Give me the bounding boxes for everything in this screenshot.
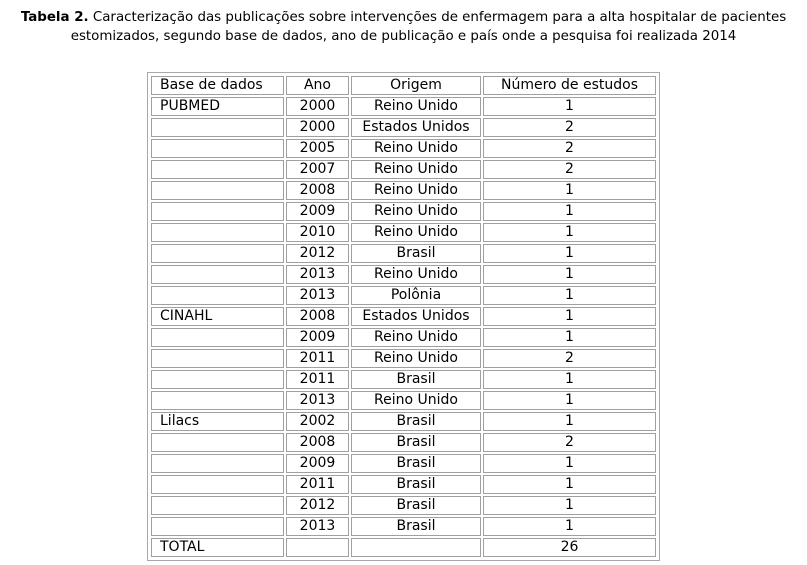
- cell-base-de-dados: [151, 160, 284, 179]
- cell-origem: Brasil: [351, 412, 481, 431]
- cell-ano: 2009: [286, 454, 349, 473]
- cell-ano: 2008: [286, 181, 349, 200]
- table-row: [151, 454, 656, 473]
- cell-ano: 2012: [286, 496, 349, 515]
- cell-numero-de-estudos: 1: [483, 202, 656, 221]
- cell-origem: Brasil: [351, 475, 481, 494]
- cell-numero-de-estudos: 1: [483, 265, 656, 284]
- cell-numero-de-estudos: 2: [483, 139, 656, 158]
- cell-base-de-dados: Lilacs: [151, 412, 284, 431]
- cell-ano: 2005: [286, 139, 349, 158]
- table-row: [151, 181, 656, 200]
- table-row: [151, 286, 656, 305]
- cell-origem: [351, 538, 481, 557]
- cell-origem: Brasil: [351, 517, 481, 536]
- cell-origem: Brasil: [351, 433, 481, 452]
- cell-ano: 2013: [286, 517, 349, 536]
- cell-origem: Reino Unido: [351, 97, 481, 116]
- table-row: [151, 139, 656, 158]
- cell-origem: Estados Unidos: [351, 118, 481, 137]
- cell-base-de-dados: [151, 391, 284, 410]
- cell-base-de-dados: PUBMED: [151, 97, 284, 116]
- cell-origem: Estados Unidos: [351, 307, 481, 326]
- cell-ano: 2013: [286, 391, 349, 410]
- cell-origem: Reino Unido: [351, 160, 481, 179]
- table-row: [151, 118, 656, 137]
- cell-ano: 2008: [286, 307, 349, 326]
- cell-numero-de-estudos: 2: [483, 433, 656, 452]
- cell-numero-de-estudos: 1: [483, 286, 656, 305]
- cell-base-de-dados: [151, 223, 284, 242]
- cell-numero-de-estudos: 1: [483, 391, 656, 410]
- cell-ano: 2011: [286, 370, 349, 389]
- table-container: [147, 72, 660, 561]
- cell-base-de-dados: [151, 118, 284, 137]
- cell-ano: 2012: [286, 244, 349, 263]
- cell-ano: 2000: [286, 118, 349, 137]
- cell-base-de-dados: [151, 244, 284, 263]
- cell-origem: Reino Unido: [351, 223, 481, 242]
- table-body: [151, 97, 656, 557]
- table-row: [151, 244, 656, 263]
- cell-numero-de-estudos: 1: [483, 454, 656, 473]
- cell-ano: 2010: [286, 223, 349, 242]
- caption-label: Tabela 2.: [20, 10, 89, 25]
- cell-base-de-dados: [151, 433, 284, 452]
- cell-origem: Reino Unido: [351, 181, 481, 200]
- table-row: [151, 97, 656, 116]
- cell-base-de-dados: [151, 181, 284, 200]
- cell-origem: Brasil: [351, 496, 481, 515]
- table-row: [151, 391, 656, 410]
- cell-base-de-dados: [151, 496, 284, 515]
- cell-origem: Reino Unido: [351, 391, 481, 410]
- table-row: [151, 433, 656, 452]
- cell-ano: 2011: [286, 475, 349, 494]
- table-row: [151, 475, 656, 494]
- cell-numero-de-estudos: 1: [483, 412, 656, 431]
- header-base-de-dados: Base de dados: [151, 76, 284, 95]
- table-row: [151, 538, 656, 557]
- cell-origem: Brasil: [351, 454, 481, 473]
- cell-base-de-dados: [151, 202, 284, 221]
- cell-numero-de-estudos: 2: [483, 118, 656, 137]
- cell-ano: 2002: [286, 412, 349, 431]
- cell-base-de-dados: [151, 328, 284, 347]
- cell-ano: 2013: [286, 286, 349, 305]
- cell-ano: [286, 538, 349, 557]
- cell-base-de-dados: TOTAL: [151, 538, 284, 557]
- cell-base-de-dados: [151, 349, 284, 368]
- cell-origem: Reino Unido: [351, 349, 481, 368]
- table-row: [151, 223, 656, 242]
- cell-numero-de-estudos: 1: [483, 328, 656, 347]
- table-row: [151, 202, 656, 221]
- studies-table: [149, 74, 658, 559]
- cell-origem: Brasil: [351, 244, 481, 263]
- cell-numero-de-estudos: 1: [483, 181, 656, 200]
- caption-text-line1: Caracterização das publicações sobre intervenções de enfermagem para a alta hospitalar de pacientes: [88, 10, 787, 25]
- table-caption: [0, 8, 807, 46]
- cell-ano: 2009: [286, 202, 349, 221]
- cell-origem: Reino Unido: [351, 328, 481, 347]
- cell-ano: 2007: [286, 160, 349, 179]
- header-ano: Ano: [286, 76, 349, 95]
- cell-numero-de-estudos: 1: [483, 496, 656, 515]
- cell-numero-de-estudos: 1: [483, 307, 656, 326]
- cell-numero-de-estudos: 1: [483, 475, 656, 494]
- cell-ano: 2000: [286, 97, 349, 116]
- cell-origem: Reino Unido: [351, 202, 481, 221]
- cell-numero-de-estudos: 1: [483, 244, 656, 263]
- cell-numero-de-estudos: 26: [483, 538, 656, 557]
- table-row: [151, 349, 656, 368]
- table-row: [151, 412, 656, 431]
- caption-text-line2: estomizados, segundo base de dados, ano de publicação e país onde a pesquisa foi realizada 2014: [70, 29, 737, 44]
- header-origem: Origem: [351, 76, 481, 95]
- cell-numero-de-estudos: 1: [483, 370, 656, 389]
- cell-base-de-dados: [151, 475, 284, 494]
- table-row: [151, 265, 656, 284]
- cell-origem: Reino Unido: [351, 265, 481, 284]
- cell-ano: 2008: [286, 433, 349, 452]
- cell-numero-de-estudos: 1: [483, 97, 656, 116]
- table-row: [151, 496, 656, 515]
- cell-origem: Reino Unido: [351, 139, 481, 158]
- table-row: [151, 307, 656, 326]
- cell-base-de-dados: [151, 265, 284, 284]
- header-numero-de-estudos: Número de estudos: [483, 76, 656, 95]
- cell-origem: Polônia: [351, 286, 481, 305]
- cell-numero-de-estudos: 1: [483, 223, 656, 242]
- cell-base-de-dados: [151, 139, 284, 158]
- cell-ano: 2013: [286, 265, 349, 284]
- table-header-row: [151, 76, 656, 95]
- cell-base-de-dados: [151, 517, 284, 536]
- table-row: [151, 370, 656, 389]
- cell-ano: 2009: [286, 328, 349, 347]
- cell-numero-de-estudos: 1: [483, 517, 656, 536]
- cell-base-de-dados: CINAHL: [151, 307, 284, 326]
- table-row: [151, 160, 656, 179]
- cell-origem: Brasil: [351, 370, 481, 389]
- cell-base-de-dados: [151, 286, 284, 305]
- cell-numero-de-estudos: 2: [483, 349, 656, 368]
- cell-base-de-dados: [151, 454, 284, 473]
- cell-ano: 2011: [286, 349, 349, 368]
- cell-base-de-dados: [151, 370, 284, 389]
- cell-numero-de-estudos: 2: [483, 160, 656, 179]
- table-row: [151, 517, 656, 536]
- table-row: [151, 328, 656, 347]
